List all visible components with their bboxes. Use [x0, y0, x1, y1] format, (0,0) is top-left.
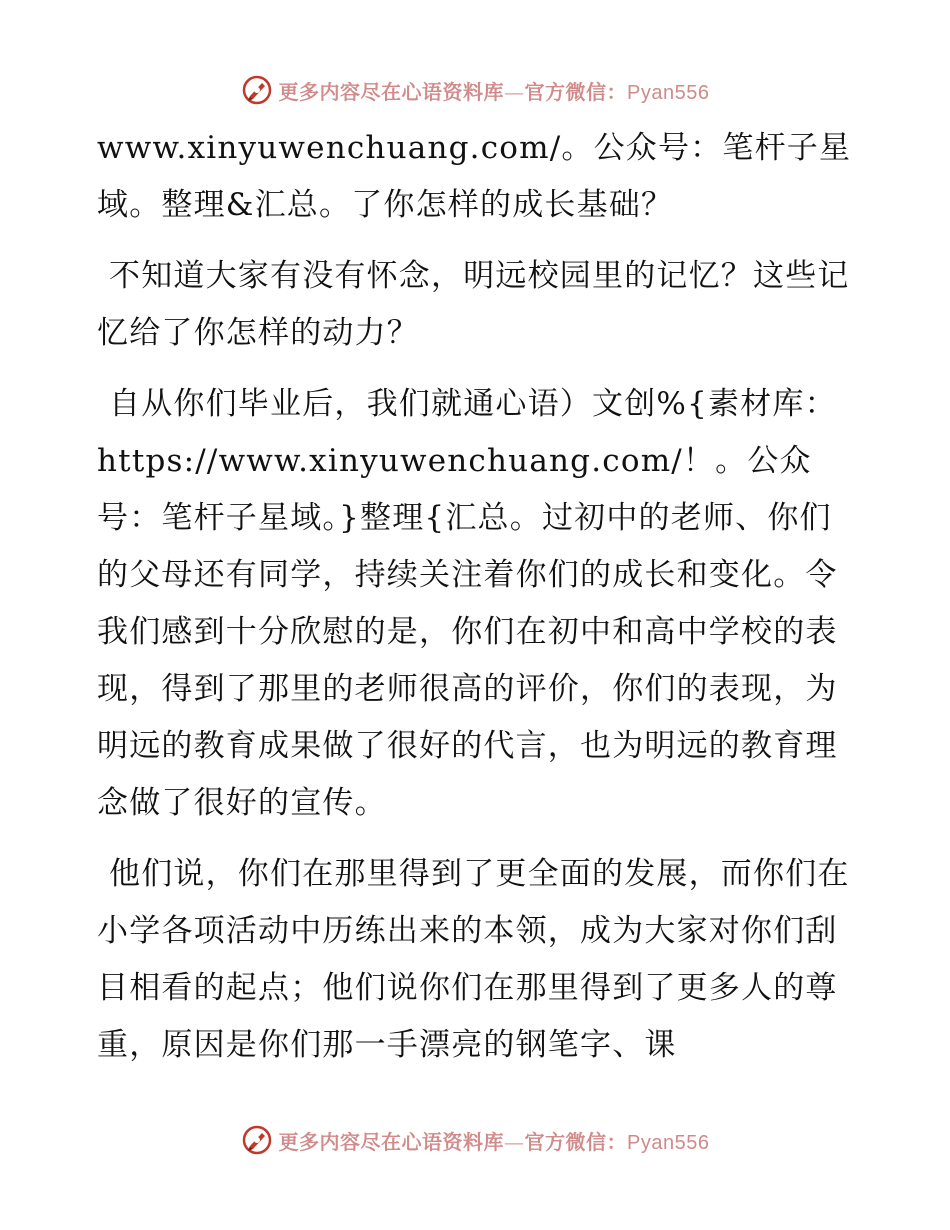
document-body — [97, 120, 857, 1100]
logo-pen-icon — [241, 74, 273, 106]
header-banner — [0, 72, 950, 108]
footer-banner-text — [279, 1126, 710, 1155]
header-banner-text — [279, 76, 710, 105]
footer-banner — [0, 1122, 950, 1158]
header-banner-wechat-id: Pyan556 — [627, 81, 710, 104]
header-banner-wechat-label: 官方微信： — [524, 79, 628, 104]
logo-pen-icon — [241, 1124, 273, 1156]
footer-banner-separator: — — [504, 1129, 525, 1154]
footer-banner-wechat-id: Pyan556 — [627, 1131, 710, 1154]
header-banner-separator: — — [504, 79, 525, 104]
paragraph-1: www.xinyuwenchuang.com/。公众号：笔杆子星域。整理&汇总。了你怎样的成长基础？ — [97, 130, 852, 223]
paragraph-3: 自从你们毕业后，我们就通心语）文创%{素材库：https://www.xinyuwenchuang.com/！。公众号：笔杆子星域。}整理{汇总。过初中的老师、你们的父母还有同学，持续关注着你们的成长和变化。令我们感到十分欣慰的是，你们在初中和高中学校的表现，得到了那里的老师很高的评价，你们的表现，为明远的教育成果做了很好的代言，也为明远的教育理念做了很好的宣传。 — [97, 386, 838, 821]
paragraph-4: 他们说，你们在那里得到了更全面的发展，而你们在小学各项活动中历练出来的本领，成为大家对你们刮目相看的起点；他们说你们在那里得到了更多人的尊重，原因是你们那一手漂亮的钢笔字、课 — [97, 856, 850, 1063]
footer-banner-title: 更多内容尽在心语资料库 — [278, 1129, 505, 1154]
header-banner-title: 更多内容尽在心语资料库 — [278, 79, 505, 104]
paragraph-2: 不知道大家有没有怀念，明远校园里的记忆？这些记忆给了你怎样的动力？ — [97, 258, 850, 351]
footer-banner-wechat-label: 官方微信： — [524, 1129, 628, 1154]
